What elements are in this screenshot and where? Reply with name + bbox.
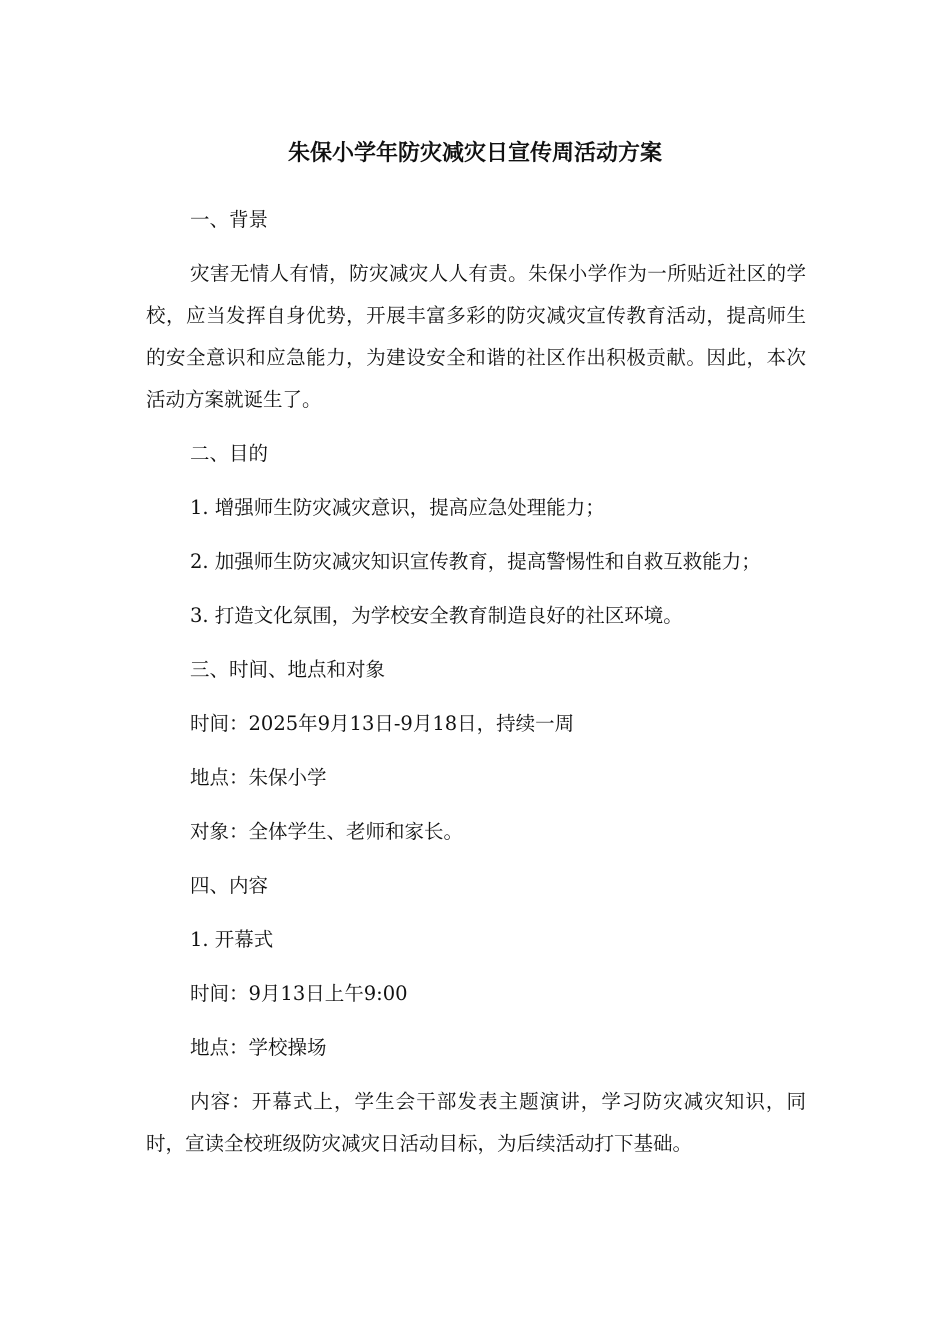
event-time: 时间：2025年9月13日-9月18日，持续一周 bbox=[190, 712, 575, 735]
opening-time: 时间：9月13日上午9:00 bbox=[190, 982, 408, 1005]
paragraph-background: 灾害无情人有情，防灾减灾人人有责。朱保小学作为一所贴近社区的学校，应当发挥自身优势，开展丰富多彩的防灾减灾宣传教育活动，提高师生的安全意识和应急能力，为建设安全和谐的社区作出积极贡献。因此，本次活动方案就诞生了。 bbox=[146, 262, 806, 411]
section-heading-purpose: 二、目的 bbox=[190, 442, 269, 465]
opening-location: 地点：学校操场 bbox=[190, 1036, 327, 1059]
purpose-item-3: 3. 打造文化氛围，为学校安全教育制造良好的社区环境。 bbox=[190, 604, 683, 627]
purpose-item-1: 1. 增强师生防灾减灾意识，提高应急处理能力； bbox=[190, 496, 605, 519]
opening-content: 内容：开幕式上，学生会干部发表主题演讲，学习防灾减灾知识，同时，宣读全校班级防灾减灾日活动目标，为后续活动打下基础。 bbox=[146, 1090, 806, 1155]
purpose-item-2: 2. 加强师生防灾减灾知识宣传教育，提高警惕性和自救互救能力； bbox=[190, 550, 761, 573]
content-item-opening: 1. 开幕式 bbox=[190, 928, 274, 951]
event-location: 地点：朱保小学 bbox=[190, 766, 327, 789]
document-body bbox=[146, 199, 806, 1177]
section-heading-background: 一、背景 bbox=[190, 208, 269, 231]
document-title: 朱保小学年防灾减灾日宣传周活动方案 bbox=[287, 141, 662, 166]
section-heading-time-place: 三、时间、地点和对象 bbox=[190, 658, 386, 681]
section-heading-content: 四、内容 bbox=[190, 874, 269, 897]
event-audience: 对象：全体学生、老师和家长。 bbox=[190, 820, 464, 843]
